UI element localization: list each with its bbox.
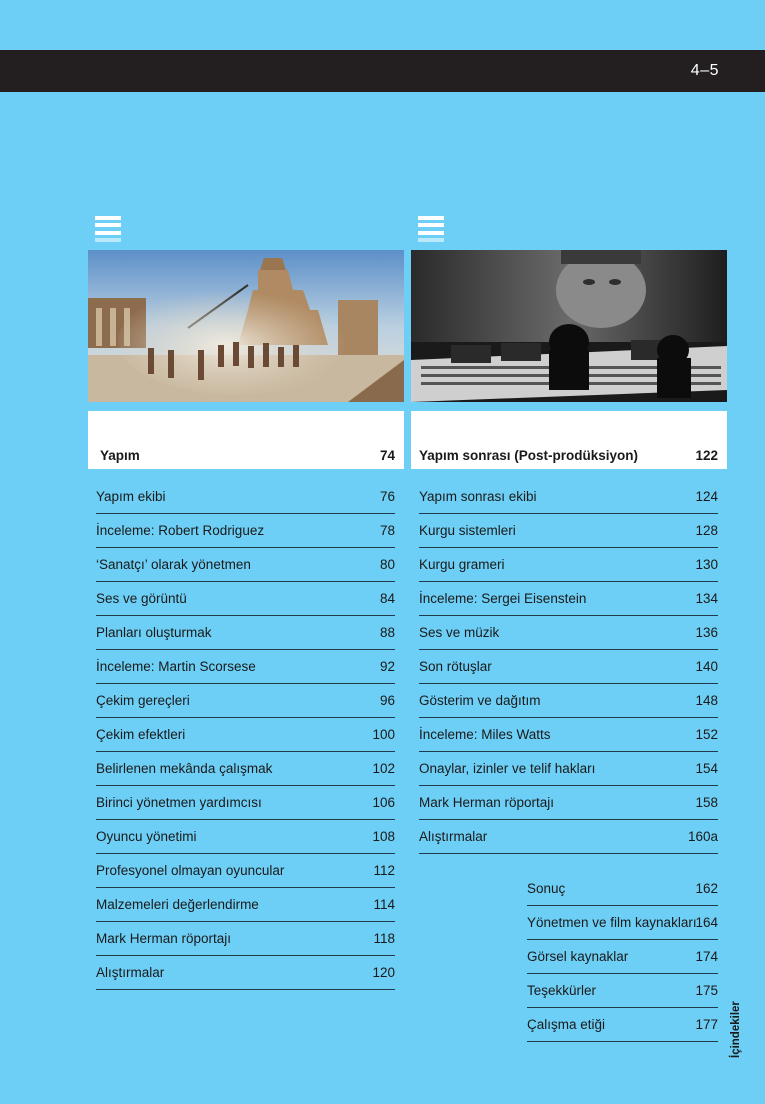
- toc-page: 174: [695, 949, 718, 964]
- toc-page: 124: [695, 489, 718, 504]
- toc-page: 140: [695, 659, 718, 674]
- toc-item[interactable]: [419, 548, 718, 582]
- toc-label: Kurgu sistemleri: [419, 523, 516, 538]
- toc-item[interactable]: [96, 480, 395, 514]
- toc-item[interactable]: [96, 616, 395, 650]
- toc-page: 114: [373, 897, 395, 912]
- toc-page: 96: [379, 693, 395, 708]
- toc-page: 120: [372, 965, 395, 980]
- toc-label: Kurgu grameri: [419, 557, 505, 572]
- toc-page: 152: [695, 727, 718, 742]
- toc-item[interactable]: [96, 888, 395, 922]
- toc-item[interactable]: [419, 752, 718, 786]
- toc-item[interactable]: [527, 974, 718, 1008]
- toc-label: Gösterim ve dağıtım: [419, 693, 541, 708]
- toc-page: 162: [695, 881, 718, 896]
- toc-item[interactable]: [96, 854, 395, 888]
- toc-label: Görsel kaynaklar: [527, 949, 629, 964]
- section-stack-icon: [418, 216, 444, 242]
- toc-page: 108: [372, 829, 395, 844]
- toc-label: ‘Sanatçı’ olarak yönetmen: [96, 557, 251, 572]
- toc-page: 160a: [687, 829, 718, 844]
- toc-label: Çekim efektleri: [96, 727, 186, 742]
- section-title: Yapım: [100, 448, 140, 463]
- toc-label: Yapım ekibi: [96, 489, 166, 504]
- toc-item[interactable]: [96, 956, 395, 990]
- toc-label: Son rötuşlar: [419, 659, 492, 674]
- toc-page: 100: [372, 727, 395, 742]
- toc-page: 84: [379, 591, 395, 606]
- toc-item[interactable]: [419, 786, 718, 820]
- toc-item[interactable]: [96, 752, 395, 786]
- toc-label: İnceleme: Robert Rodriguez: [96, 523, 265, 538]
- toc-item[interactable]: [96, 514, 395, 548]
- page-numbers: 4–5: [690, 62, 719, 79]
- toc-item[interactable]: [96, 786, 395, 820]
- toc-label: Ses ve görüntü: [96, 591, 187, 606]
- toc-page: 154: [695, 761, 718, 776]
- toc-item[interactable]: [419, 480, 718, 514]
- toc-item[interactable]: [419, 514, 718, 548]
- toc-label: Malzemeleri değerlendirme: [96, 897, 259, 912]
- toc-item[interactable]: [419, 616, 718, 650]
- toc-label: Belirlenen mekânda çalışmak: [96, 761, 273, 776]
- toc-item[interactable]: [419, 684, 718, 718]
- toc-page: 92: [379, 659, 395, 674]
- section-page: 122: [695, 448, 718, 463]
- toc-item[interactable]: [527, 872, 718, 906]
- contents-side-label: İçindekiler: [730, 1001, 742, 1058]
- top-bar: [0, 50, 765, 92]
- toc-label: Yönetmen ve film kaynakları: [527, 915, 697, 930]
- toc-label: Sonuç: [527, 881, 566, 896]
- toc-page: 128: [695, 523, 718, 538]
- toc-label: İnceleme: Miles Watts: [419, 727, 551, 742]
- toc-item[interactable]: [96, 820, 395, 854]
- toc-page: 158: [695, 795, 718, 810]
- toc-item[interactable]: [96, 582, 395, 616]
- toc-page: 106: [372, 795, 395, 810]
- toc-item[interactable]: [419, 718, 718, 752]
- section-stack-icon: [95, 216, 121, 242]
- post-production-toc: [419, 480, 718, 854]
- toc-label: Mark Herman röportajı: [96, 931, 232, 946]
- toc-page: 76: [379, 489, 395, 504]
- toc-label: Mark Herman röportajı: [419, 795, 555, 810]
- toc-item[interactable]: [527, 940, 718, 974]
- toc-item[interactable]: [419, 582, 718, 616]
- film-set-crowd-photo: [88, 250, 404, 402]
- toc-label: Çalışma etiği: [527, 1017, 606, 1032]
- toc-item[interactable]: [419, 820, 718, 854]
- toc-page: 177: [695, 1017, 718, 1032]
- toc-page: 102: [372, 761, 395, 776]
- toc-label: Alıştırmalar: [419, 829, 488, 844]
- section-header-post-production: [411, 411, 727, 469]
- editing-suite-photo: [411, 250, 727, 402]
- toc-item[interactable]: [96, 718, 395, 752]
- toc-page: 164: [695, 915, 718, 930]
- toc-label: Onaylar, izinler ve telif hakları: [419, 761, 596, 776]
- toc-item[interactable]: [419, 650, 718, 684]
- toc-page: 88: [379, 625, 395, 640]
- toc-page: 78: [379, 523, 395, 538]
- toc-label: Yapım sonrası ekibi: [419, 489, 537, 504]
- toc-item[interactable]: [527, 906, 718, 940]
- section-header-production: [88, 411, 404, 469]
- toc-label: Profesyonel olmayan oyuncular: [96, 863, 285, 878]
- toc-label: Teşekkürler: [527, 983, 597, 998]
- toc-page: 136: [695, 625, 718, 640]
- end-matter-toc: [527, 872, 718, 1042]
- toc-page: 148: [695, 693, 718, 708]
- toc-page: 80: [379, 557, 395, 572]
- section-title: Yapım sonrası (Post-prodüksiyon): [419, 448, 639, 463]
- toc-label: Planları oluşturmak: [96, 625, 212, 640]
- toc-page: 112: [373, 863, 395, 878]
- toc-label: Birinci yönetmen yardımcısı: [96, 795, 262, 810]
- toc-page: 130: [695, 557, 718, 572]
- toc-page: 134: [695, 591, 718, 606]
- toc-page: 118: [373, 931, 395, 946]
- toc-label: Çekim gereçleri: [96, 693, 190, 708]
- toc-label: Ses ve müzik: [419, 625, 500, 640]
- toc-item[interactable]: [96, 650, 395, 684]
- toc-label: Oyuncu yönetimi: [96, 829, 197, 844]
- toc-label: İnceleme: Martin Scorsese: [96, 659, 256, 674]
- toc-item[interactable]: [96, 922, 395, 956]
- toc-label: İnceleme: Sergei Eisenstein: [419, 591, 587, 606]
- toc-page: 175: [695, 983, 718, 998]
- toc-item[interactable]: [527, 1008, 718, 1042]
- toc-item[interactable]: [96, 548, 395, 582]
- toc-item[interactable]: [96, 684, 395, 718]
- production-toc: [96, 480, 395, 990]
- section-page: 74: [379, 448, 395, 463]
- toc-label: Alıştırmalar: [96, 965, 165, 980]
